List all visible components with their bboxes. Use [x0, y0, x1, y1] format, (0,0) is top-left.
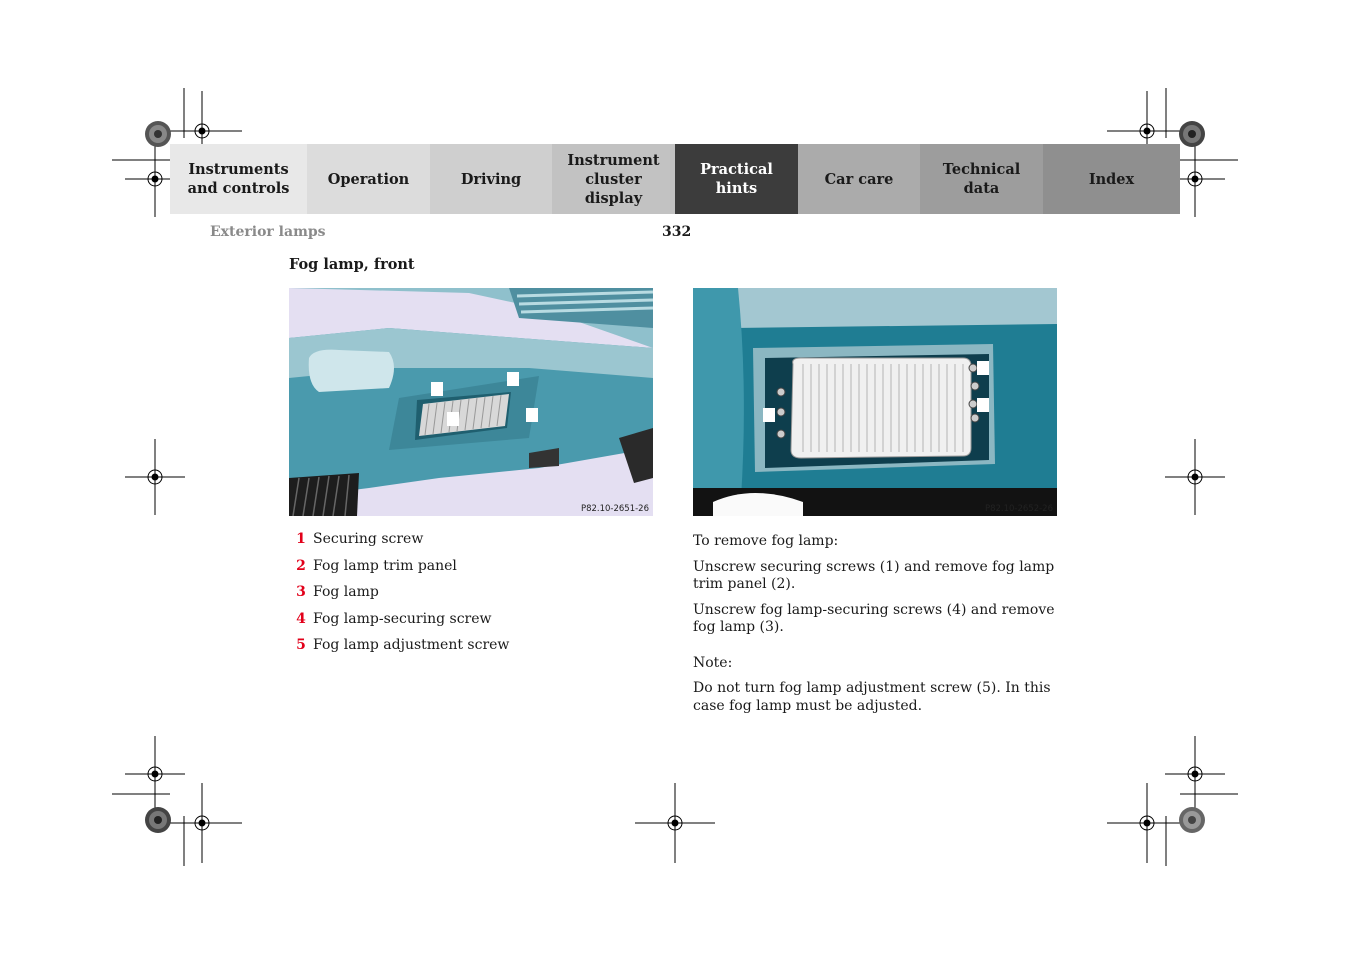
legend-number: 2	[296, 557, 306, 574]
legend-item	[289, 584, 509, 611]
legend-item	[289, 637, 509, 664]
page-heading: Fog lamp, front	[289, 256, 415, 273]
legend-label: Fog lamp	[313, 584, 379, 600]
tab-index[interactable]: Index	[1043, 144, 1180, 214]
legend-label: Fog lamp trim panel	[313, 557, 457, 574]
callout-marker	[507, 372, 519, 386]
tab-practical-hints[interactable]: Practical hints	[675, 144, 798, 214]
legend-item	[289, 558, 509, 585]
figure-code: P82.10-2652-26	[984, 504, 1053, 514]
tab-car-care[interactable]: Car care	[798, 144, 920, 214]
chapter-tabs	[170, 144, 1180, 214]
page-number: 332	[662, 224, 692, 240]
fog-lamp-closeup-illustration	[693, 288, 1057, 516]
legend-item	[289, 611, 509, 638]
note-text: Do not turn fog lamp adjustment screw (5). In this case fog lamp must be adjusted.	[693, 680, 1051, 714]
legend-label: Fog lamp adjustment screw	[313, 637, 510, 653]
legend-number: 3	[296, 584, 306, 600]
bumper-drawing	[289, 288, 653, 516]
legend-label: Securing screw	[313, 531, 424, 547]
callout-marker	[977, 361, 989, 375]
tab-instrument-cluster-display[interactable]: Instrument cluster display	[552, 144, 675, 214]
fog-lamp-bumper-illustration	[289, 288, 653, 516]
callout-marker	[977, 398, 989, 412]
callout-marker	[763, 408, 775, 422]
legend-item	[289, 531, 509, 558]
tab-operation[interactable]: Operation	[307, 144, 430, 214]
legend-number: 4	[296, 610, 306, 627]
instruction-step: Unscrew securing screws (1) and remove fog lamp trim panel (2).	[693, 558, 1055, 592]
section-title: Exterior lamps	[210, 224, 326, 240]
legend-label: Fog lamp-securing screw	[313, 610, 492, 627]
fog-lamp-drawing	[693, 288, 1057, 516]
tab-driving[interactable]: Driving	[430, 144, 552, 214]
instruction-intro: To remove fog lamp:	[693, 533, 839, 549]
legend-number: 1	[296, 531, 306, 547]
callout-marker	[526, 408, 538, 422]
instruction-step: Unscrew fog lamp-securing screws (4) and remove fog lamp (3).	[693, 601, 1055, 635]
figure-code: P82.10-2651-26	[580, 504, 649, 514]
tab-technical-data[interactable]: Technical data	[920, 144, 1043, 214]
callout-marker	[447, 412, 459, 426]
instructions-text	[693, 533, 1063, 723]
tab-instruments-and-controls[interactable]: Instruments and controls	[170, 144, 307, 214]
parts-legend	[289, 531, 509, 664]
note-label: Note:	[693, 654, 733, 671]
callout-marker	[431, 382, 443, 396]
legend-number: 5	[296, 637, 306, 653]
